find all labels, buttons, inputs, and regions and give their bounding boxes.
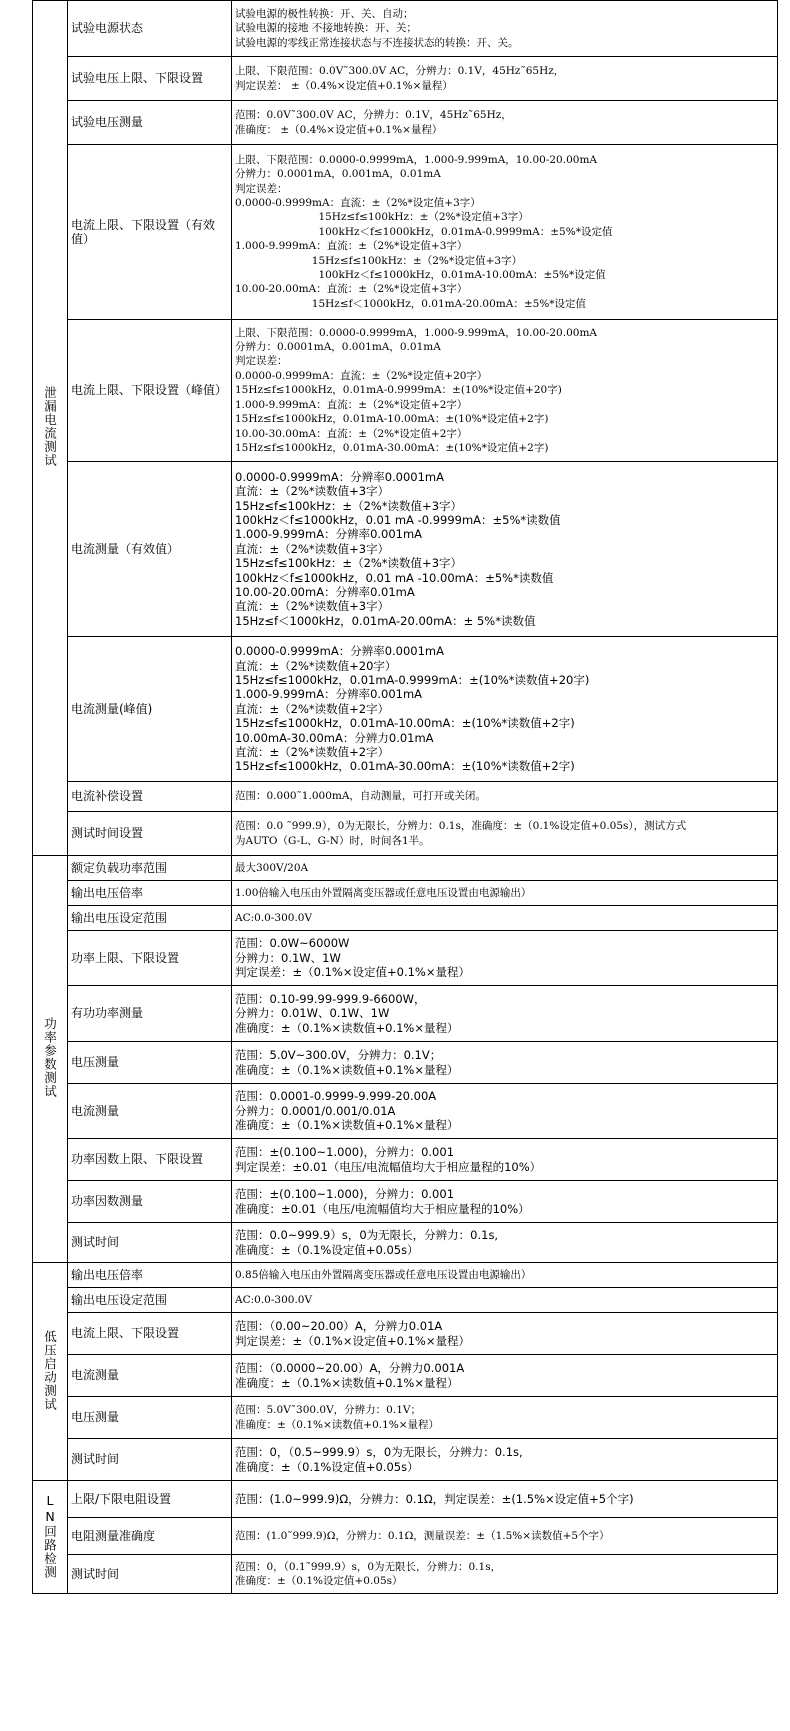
spec-item-label: 上限/下限电阻设置 xyxy=(68,1481,232,1518)
spec-item-label: 输出电压倍率 xyxy=(68,881,232,906)
spec-item-value: 上限、下限范围：0.0000-0.9999mA，1.000-9.999mA，10.00-20.00mA 分辨力：0.0001mA，0.001mA，0.01mA 判定误差： 0.0000-0.9999mA：直流：±（2%*设定值+20字） 15Hz≤f≤1000kHz，0.01mA-0.9999mA：±(10%*设定值+20字) 1.000-9.999mA：直流：±（2%*设定值+2字） 15Hz≤f≤1000kHz，0.01mA-10.00mA：±(10%*设定值+2字) 10.00-30.00mA：直流：±（2%*设定值+2字） 15Hz≤f≤1000kHz，0.01mA-30.00mA：±(10%*设定值+2字) xyxy=(232,320,778,462)
table-row xyxy=(33,1181,778,1223)
spec-item-label: 电流上限、下限设置 xyxy=(68,1313,232,1355)
spec-item-value: 范围：0.0001-0.9999-9.999-20.00A 分辨力：0.0001/0.001/0.01A 准确度：±（0.1%×读数值+0.1%×量程） xyxy=(232,1084,778,1139)
spec-item-value: 范围：(1.0~999.9)Ω，分辨力：0.1Ω，判定误差：±(1.5%×设定值+5个字) xyxy=(232,1481,778,1518)
spec-item-label: 测试时间 xyxy=(68,1555,232,1594)
spec-item-label: 测试时间 xyxy=(68,1439,232,1481)
section-category-label: 泄漏电流测试 xyxy=(42,386,58,467)
table-row xyxy=(33,1139,778,1181)
spec-item-label: 电阻测量准确度 xyxy=(68,1518,232,1555)
table-row xyxy=(33,57,778,101)
table-row xyxy=(33,986,778,1042)
spec-item-label: 电流测量 xyxy=(68,1355,232,1397)
spec-item-label: 输出电压设定范围 xyxy=(68,1288,232,1313)
spec-item-value: 上限、下限范围：0.0000-0.9999mA，1.000-9.999mA，10.00-20.00mA 分辨力：0.0001mA，0.001mA，0.01mA 判定误差： 0.0000-0.9999mA：直流：±（2%*设定值+3字） 15Hz≤f≤100kHz：±（2%*设定值+3字） 100kHz＜f≤1000kHz，0.01mA-0.9999mA：±5%*设定值 1.000-9.999mA：直流：±（2%*设定值+3字） 15Hz≤f≤100kHz：±（2%*设定值+3字） 100kHz＜f≤1000kHz，0.01mA-10.00mA：±5%*设定值 10.00-20.00mA：直流：±（2%*设定值+3字） 15Hz≤f＜1000kHz，0.01mA-20.00mA：±5%*设定值 xyxy=(232,145,778,320)
table-row xyxy=(33,931,778,986)
section-category-cell xyxy=(33,1,68,856)
spec-item-value: AC:0.0-300.0V xyxy=(232,906,778,931)
table-row xyxy=(33,1,778,57)
table-row xyxy=(33,1397,778,1439)
spec-item-label: 电流测量（有效值） xyxy=(68,462,232,637)
spec-item-label: 测试时间设置 xyxy=(68,812,232,856)
spec-item-value: 范围：0，（0.5~999.9）s，0为无限长，分辨力：0.1s, 准确度：±（0.1%设定值+0.05s） xyxy=(232,1439,778,1481)
spec-item-label: 输出电压倍率 xyxy=(68,1263,232,1288)
table-row xyxy=(33,1042,778,1084)
spec-item-value: 范围：（0.00~20.00）A，分辨力0.01A 判定误差：±（0.1%×设定值+0.1%×量程） xyxy=(232,1313,778,1355)
spec-item-value: 试验电源的极性转换：开、关、自动； 试验电源的接地 不接地转换：开、关； 试验电源的零线正常连接状态与不连接状态的转换：开、关。 xyxy=(232,1,778,57)
section-category-label: 功率参数测试 xyxy=(42,1017,58,1098)
table-row xyxy=(33,101,778,145)
table-row xyxy=(33,637,778,782)
spec-item-value: 范围：(1.0˜999.9)Ω，分辨力：0.1Ω，测量误差：±（1.5%×读数值+5个字） xyxy=(232,1518,778,1555)
spec-item-label: 试验电源状态 xyxy=(68,1,232,57)
table-row xyxy=(33,856,778,881)
spec-item-value: 0.85倍输入电压由外置隔离变压器或任意电压设置由电源输出） xyxy=(232,1263,778,1288)
spec-table-body xyxy=(33,1,778,1594)
table-row xyxy=(33,462,778,637)
table-row xyxy=(33,1084,778,1139)
table-row xyxy=(33,1355,778,1397)
spec-item-value: 范围：±(0.100~1.000)，分辨力：0.001 准确度：±0.01（电压/电流幅值均大于相应量程的10%） xyxy=(232,1181,778,1223)
spec-item-label: 输出电压设定范围 xyxy=(68,906,232,931)
spec-item-value: 上限、下限范围：0.0V˜300.0V AC，分辨力：0.1V，45Hz˜65Hz， 判定误差： ±（0.4%×设定值+0.1%×量程） xyxy=(232,57,778,101)
spec-item-value: 0.0000-0.9999mA：分辨率0.0001mA 直流：±（2%*读数值+3字） 15Hz≤f≤100kHz：±（2%*读数值+3字） 100kHz＜f≤1000kHz，0.01 mA -0.9999mA：±5%*读数值 1.000-9.999mA：分辨率0.001mA 直流：±（2%*读数值+3字） 15Hz≤f≤100kHz：±（2%*读数值+3字） 100kHz＜f≤1000kHz，0.01 mA -10.00mA：±5%*读数值 10.00-20.00mA：分辨率0.01mA 直流：±（2%*读数值+3字） 15Hz≤f＜1000kHz，0.01mA-20.00mA：± 5%*读数值 xyxy=(232,462,778,637)
spec-item-value: 范围：（0.0000~20.00）A，分辨力0.001A 准确度：±（0.1%×读数值+0.1%×量程） xyxy=(232,1355,778,1397)
table-row xyxy=(33,1481,778,1518)
table-row xyxy=(33,320,778,462)
spec-item-value: 范围：0.000˜1.000mA，自动测量，可打开或关闭。 xyxy=(232,782,778,812)
spec-item-label: 电流测量 xyxy=(68,1084,232,1139)
section-category-cell xyxy=(33,1481,68,1594)
spec-item-label: 电流上限、下限设置（有效值） xyxy=(68,145,232,320)
spec-item-value: 范围：5.0V˜300.0V，分辨力：0.1V； 准确度：±（0.1%×读数值+0.1%×量程） xyxy=(232,1397,778,1439)
spec-item-label: 电流补偿设置 xyxy=(68,782,232,812)
spec-item-value: 0.0000-0.9999mA：分辨率0.0001mA 直流：±（2%*读数值+20字） 15Hz≤f≤1000kHz，0.01mA-0.9999mA：±(10%*读数值+20字) 1.000-9.999mA：分辨率0.001mA 直流：±（2%*读数值+2字） 15Hz≤f≤1000kHz，0.01mA-10.00mA：±(10%*读数值+2字) 10.00mA-30.00mA：分辨力0.01mA 直流：±（2%*读数值+2字） 15Hz≤f≤1000kHz，0.01mA-30.00mA：±(10%*读数值+2字) xyxy=(232,637,778,782)
spec-item-value: AC:0.0-300.0V xyxy=(232,1288,778,1313)
table-row xyxy=(33,812,778,856)
spec-item-value: 范围：0.10-99.99-999.9-6600W， 分辨力：0.01W、0.1W、1W 准确度：±（0.1%×读数值+0.1%×量程） xyxy=(232,986,778,1042)
spec-item-label: 电压测量 xyxy=(68,1042,232,1084)
section-category-cell xyxy=(33,1263,68,1481)
table-row xyxy=(33,1518,778,1555)
section-category-label: 低压启动测试 xyxy=(42,1329,58,1411)
spec-item-label: 功率因数上限、下限设置 xyxy=(68,1139,232,1181)
table-row xyxy=(33,1288,778,1313)
spec-item-label: 试验电压上限、下限设置 xyxy=(68,57,232,101)
spec-item-label: 功率上限、下限设置 xyxy=(68,931,232,986)
spec-item-label: 电压测量 xyxy=(68,1397,232,1439)
spec-item-label: 功率因数测量 xyxy=(68,1181,232,1223)
spec-item-label: 有功功率测量 xyxy=(68,986,232,1042)
spec-table xyxy=(32,0,778,1594)
spec-item-value: 范围：0.0 ˜999.9），0为无限长，分辨力：0.1s，准确度：±（0.1%设定值+0.05s），测试方式 为AUTO（G-L、G-N）时，时间各1半。 xyxy=(232,812,778,856)
spec-item-label: 试验电压测量 xyxy=(68,101,232,145)
spec-item-label: 电流上限、下限设置（峰值） xyxy=(68,320,232,462)
table-row xyxy=(33,1555,778,1594)
section-category-cell xyxy=(33,856,68,1263)
table-row xyxy=(33,1223,778,1263)
section-category-label: LN回路检测 xyxy=(42,1492,58,1579)
spec-item-value: 范围：±(0.100~1.000)，分辨力：0.001 判定误差：±0.01（电压/电流幅值均大于相应量程的10%） xyxy=(232,1139,778,1181)
spec-item-value: 范围：0.0W~6000W 分辨力：0.1W、1W 判定误差：±（0.1%×设定值+0.1%×量程） xyxy=(232,931,778,986)
spec-item-value: 范围：5.0V~300.0V，分辨力：0.1V； 准确度：±（0.1%×读数值+0.1%×量程） xyxy=(232,1042,778,1084)
spec-item-value: 范围：0.0V˜300.0V AC，分辨力：0.1V，45Hz˜65Hz， 准确度： ±（0.4%×设定值+0.1%×量程） xyxy=(232,101,778,145)
table-row xyxy=(33,145,778,320)
table-row xyxy=(33,1263,778,1288)
spec-item-label: 测试时间 xyxy=(68,1223,232,1263)
spec-item-value: 范围：0.0~999.9）s，0为无限长，分辨力：0.1s, 准确度：±（0.1%设定值+0.05s） xyxy=(232,1223,778,1263)
spec-item-value: 最大300V/20A xyxy=(232,856,778,881)
spec-item-label: 电流测量(峰值) xyxy=(68,637,232,782)
spec-item-value: 1.00倍输入电压由外置隔离变压器或任意电压设置由电源输出） xyxy=(232,881,778,906)
table-row xyxy=(33,906,778,931)
spec-item-value: 范围：0，（0.1˜999.9）s，0为无限长，分辨力：0.1s， 准确度：±（0.1%设定值+0.05s） xyxy=(232,1555,778,1594)
table-row xyxy=(33,1313,778,1355)
table-row xyxy=(33,881,778,906)
table-row xyxy=(33,782,778,812)
table-row xyxy=(33,1439,778,1481)
spec-item-label: 额定负载功率范围 xyxy=(68,856,232,881)
